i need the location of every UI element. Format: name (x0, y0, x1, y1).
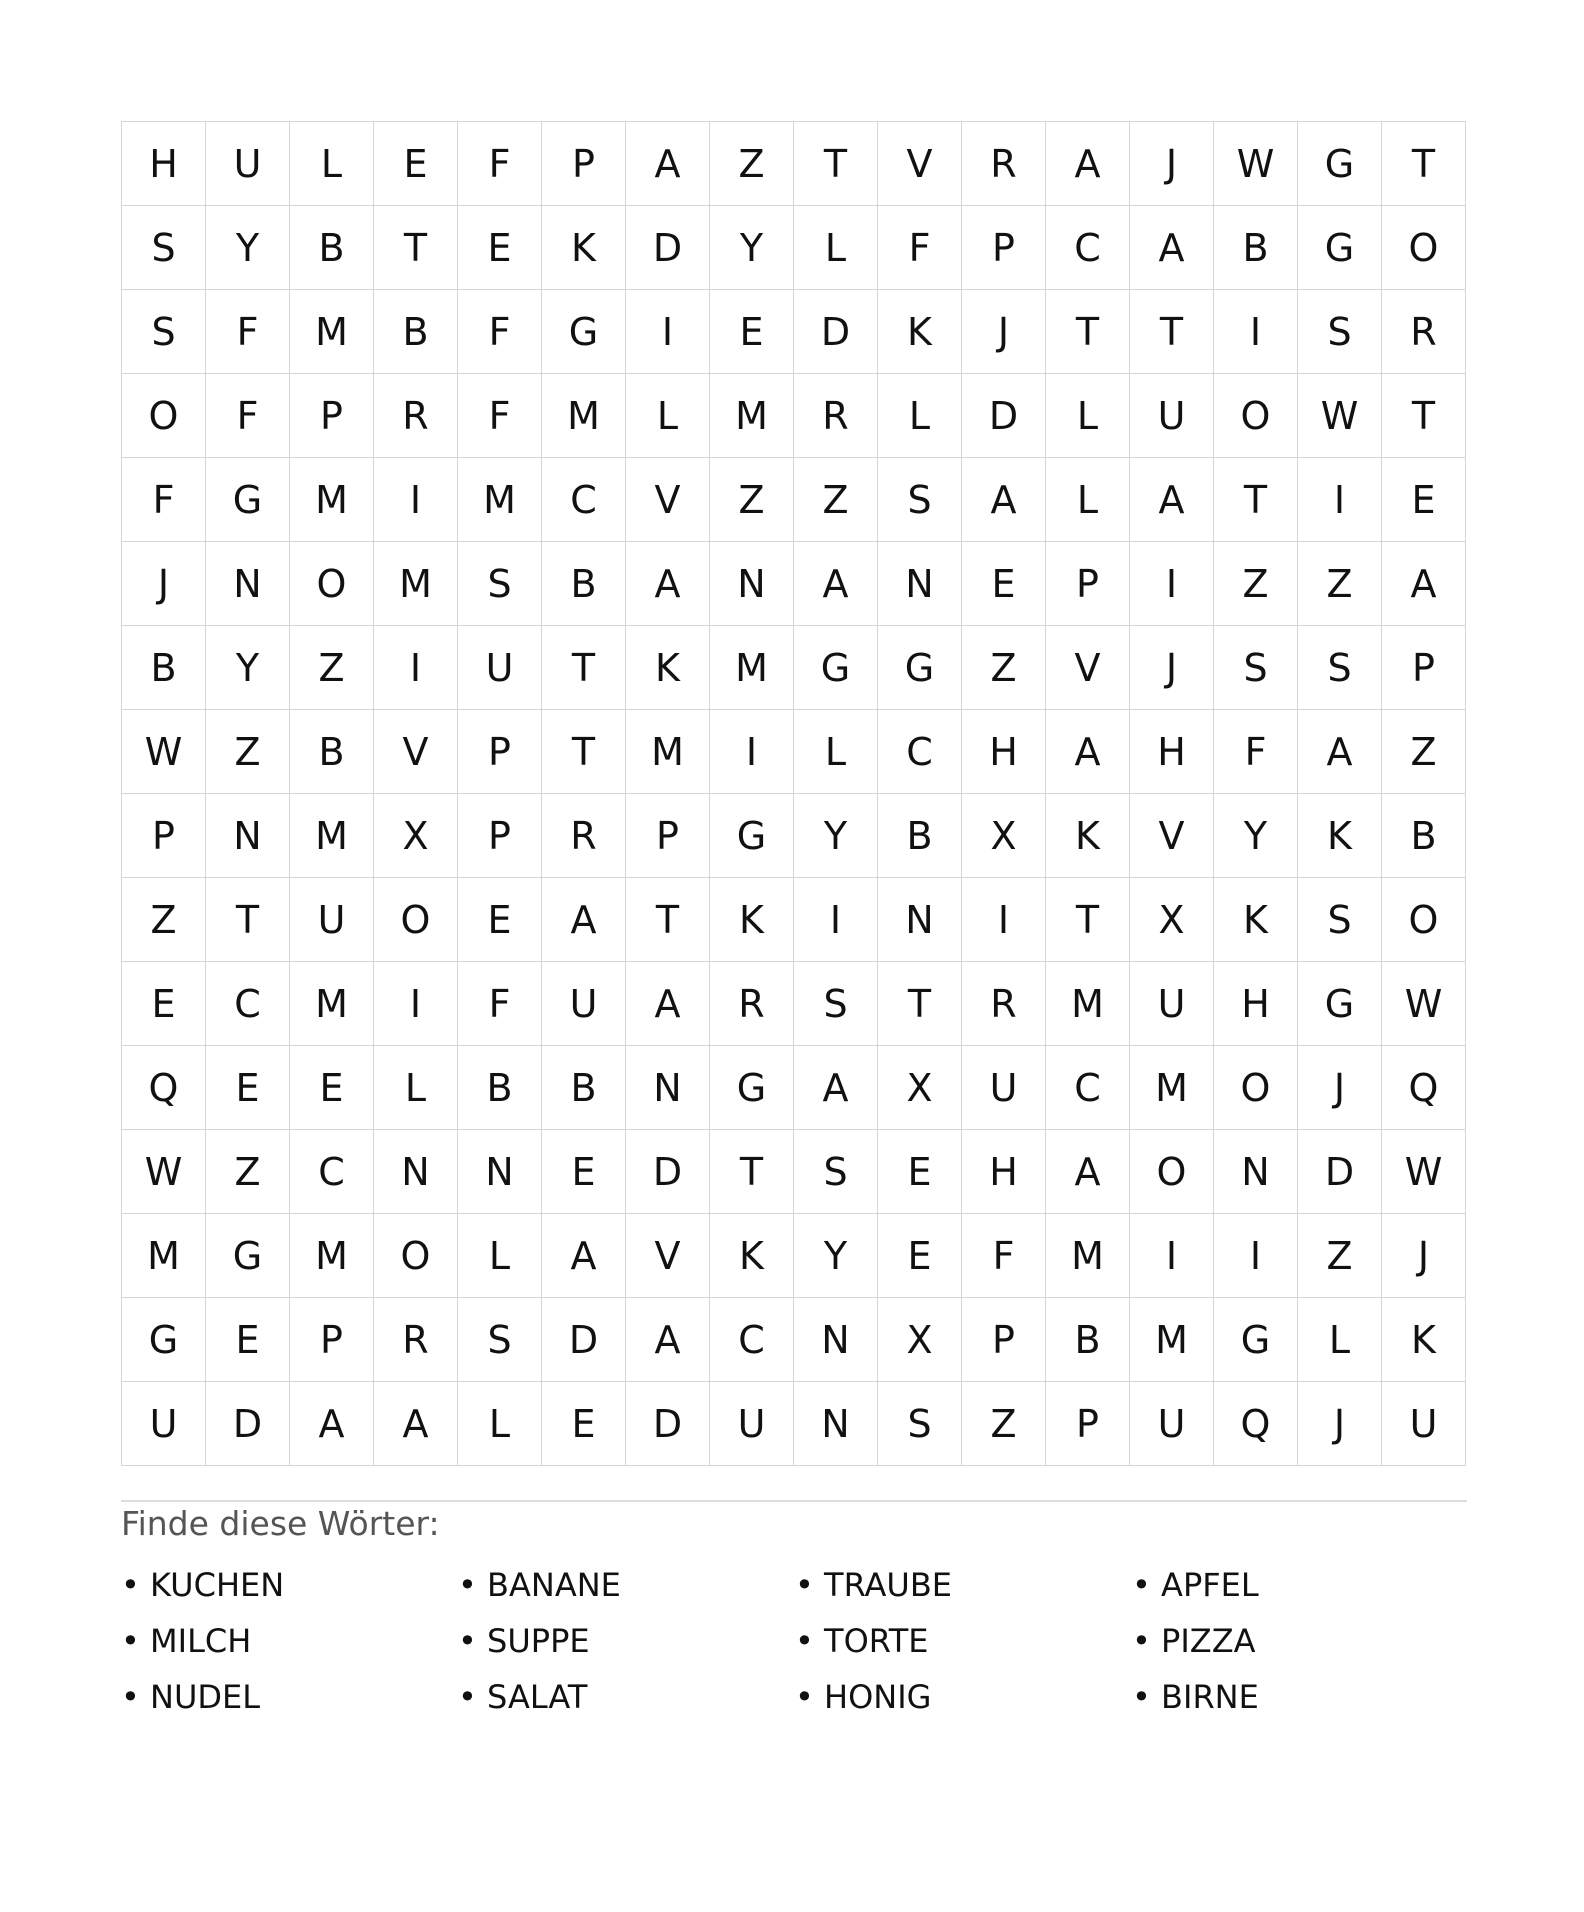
grid-cell[interactable]: D (542, 1298, 626, 1382)
grid-cell[interactable]: N (794, 1382, 878, 1466)
grid-cell[interactable]: T (878, 962, 962, 1046)
grid-cell[interactable]: J (1382, 1214, 1466, 1298)
grid-cell[interactable]: J (1298, 1382, 1382, 1466)
grid-cell[interactable]: S (122, 206, 206, 290)
bullet-icon: • (795, 1678, 814, 1716)
grid-cell[interactable]: M (290, 1214, 374, 1298)
grid-cell[interactable]: Z (1298, 542, 1382, 626)
grid-cell[interactable]: D (206, 1382, 290, 1466)
grid-cell[interactable]: P (1046, 1382, 1130, 1466)
grid-cell[interactable]: G (542, 290, 626, 374)
grid-cell[interactable]: H (1214, 962, 1298, 1046)
grid-cell[interactable]: N (794, 1298, 878, 1382)
grid-cell[interactable]: S (878, 1382, 962, 1466)
grid-cell[interactable]: T (206, 878, 290, 962)
grid-cell[interactable]: L (374, 1046, 458, 1130)
bullet-icon: • (795, 1622, 814, 1660)
grid-cell[interactable]: F (122, 458, 206, 542)
grid-cell[interactable]: P (626, 794, 710, 878)
grid-cell[interactable]: T (1214, 458, 1298, 542)
grid-cell[interactable]: P (1046, 542, 1130, 626)
grid-cell[interactable]: A (1382, 542, 1466, 626)
grid-cell[interactable]: G (1214, 1298, 1298, 1382)
grid-cell[interactable]: D (626, 1130, 710, 1214)
word-label: MILCH (150, 1622, 252, 1660)
grid-cell[interactable]: B (458, 1046, 542, 1130)
grid-cell[interactable]: V (1130, 794, 1214, 878)
grid-cell[interactable]: A (1298, 710, 1382, 794)
grid-cell[interactable]: E (878, 1130, 962, 1214)
grid-cell[interactable]: T (542, 626, 626, 710)
grid-cell[interactable]: T (1046, 290, 1130, 374)
word-label: HONIG (824, 1678, 932, 1716)
grid-cell[interactable]: I (1130, 542, 1214, 626)
grid-cell[interactable]: B (290, 710, 374, 794)
grid-cell[interactable]: K (878, 290, 962, 374)
grid-cell[interactable]: U (290, 878, 374, 962)
grid-cell[interactable]: I (962, 878, 1046, 962)
grid-cell[interactable]: Z (1214, 542, 1298, 626)
grid-cell[interactable]: B (878, 794, 962, 878)
grid-cell[interactable]: Z (962, 626, 1046, 710)
word-label: TRAUBE (824, 1566, 953, 1604)
bullet-icon: • (121, 1622, 140, 1660)
grid-cell[interactable]: U (206, 122, 290, 206)
grid-cell[interactable]: O (290, 542, 374, 626)
grid-cell[interactable]: Y (1214, 794, 1298, 878)
grid-cell[interactable]: P (542, 122, 626, 206)
grid-cell[interactable]: F (458, 962, 542, 1046)
word-list-item (458, 1678, 795, 1734)
grid-cell[interactable]: N (206, 794, 290, 878)
word-label: SUPPE (487, 1622, 590, 1660)
grid-cell[interactable]: F (458, 122, 542, 206)
grid-cell[interactable]: W (122, 1130, 206, 1214)
grid-cell[interactable]: C (290, 1130, 374, 1214)
grid-cell[interactable]: P (962, 1298, 1046, 1382)
grid-cell[interactable]: C (710, 1298, 794, 1382)
grid-cell[interactable]: I (1214, 1214, 1298, 1298)
grid-cell[interactable]: J (122, 542, 206, 626)
grid-cell[interactable]: M (290, 962, 374, 1046)
grid-cell[interactable]: Z (1298, 1214, 1382, 1298)
grid-cell[interactable]: D (962, 374, 1046, 458)
grid-cell[interactable]: C (542, 458, 626, 542)
grid-cell[interactable]: E (206, 1046, 290, 1130)
grid-cell[interactable]: M (290, 458, 374, 542)
word-label: BANANE (487, 1566, 621, 1604)
grid-cell[interactable]: I (1130, 1214, 1214, 1298)
grid-cell[interactable]: I (1214, 290, 1298, 374)
grid-cell[interactable]: R (374, 1298, 458, 1382)
grid-cell[interactable]: I (374, 626, 458, 710)
grid-cell[interactable]: E (374, 122, 458, 206)
grid-cell[interactable]: Q (1214, 1382, 1298, 1466)
grid-cell[interactable]: B (290, 206, 374, 290)
grid-cell[interactable]: L (1046, 458, 1130, 542)
grid-cell[interactable]: S (794, 962, 878, 1046)
grid-cell[interactable]: C (1046, 206, 1130, 290)
grid-cell[interactable]: E (542, 1130, 626, 1214)
grid-cell[interactable]: A (542, 1214, 626, 1298)
grid-cell[interactable]: G (710, 1046, 794, 1130)
grid-cell[interactable]: D (1298, 1130, 1382, 1214)
bullet-icon: • (1132, 1678, 1151, 1716)
grid-cell[interactable]: L (458, 1214, 542, 1298)
word-list-item (1132, 1678, 1469, 1734)
grid-cell[interactable]: R (542, 794, 626, 878)
grid-cell[interactable]: V (878, 122, 962, 206)
grid-cell[interactable]: N (626, 1046, 710, 1130)
grid-cell[interactable]: Z (794, 458, 878, 542)
grid-cell[interactable]: O (122, 374, 206, 458)
grid-cell[interactable]: N (206, 542, 290, 626)
grid-cell[interactable]: Z (206, 710, 290, 794)
grid-cell[interactable]: R (374, 374, 458, 458)
word-list-item (121, 1622, 458, 1678)
grid-cell[interactable]: T (1046, 878, 1130, 962)
grid-cell[interactable]: P (458, 794, 542, 878)
grid-cell[interactable]: X (1130, 878, 1214, 962)
grid-cell[interactable]: H (962, 710, 1046, 794)
grid-cell[interactable]: F (1214, 710, 1298, 794)
grid-cell[interactable]: J (1298, 1046, 1382, 1130)
grid-cell[interactable]: Y (206, 206, 290, 290)
grid-cell[interactable]: I (374, 962, 458, 1046)
grid-cell[interactable]: B (1214, 206, 1298, 290)
grid-cell[interactable]: B (1046, 1298, 1130, 1382)
grid-cell[interactable]: J (962, 290, 1046, 374)
grid-cell[interactable]: A (794, 1046, 878, 1130)
grid-cell[interactable]: F (206, 374, 290, 458)
word-list (121, 1566, 1467, 1734)
bullet-icon: • (458, 1678, 477, 1716)
grid-cell[interactable]: G (206, 1214, 290, 1298)
grid-cell[interactable]: E (878, 1214, 962, 1298)
grid-cell[interactable]: T (1130, 290, 1214, 374)
word-label: NUDEL (150, 1678, 261, 1716)
word-list-item (1132, 1566, 1469, 1622)
grid-cell[interactable]: M (710, 626, 794, 710)
grid-cell[interactable]: T (626, 878, 710, 962)
word-list-item (795, 1622, 1132, 1678)
grid-cell[interactable]: A (962, 458, 1046, 542)
word-label: APFEL (1161, 1566, 1259, 1604)
grid-cell[interactable]: A (794, 542, 878, 626)
grid-cell[interactable]: R (794, 374, 878, 458)
grid-cell[interactable]: Y (710, 206, 794, 290)
grid-cell[interactable]: G (1298, 206, 1382, 290)
word-list-item (795, 1566, 1132, 1622)
grid-cell[interactable]: V (626, 458, 710, 542)
word-label: PIZZA (1161, 1622, 1256, 1660)
grid-cell[interactable]: E (458, 878, 542, 962)
grid-cell[interactable]: T (374, 206, 458, 290)
grid-cell[interactable]: U (1130, 1382, 1214, 1466)
word-list-item (458, 1566, 795, 1622)
grid-cell[interactable]: E (206, 1298, 290, 1382)
grid-cell[interactable]: S (122, 290, 206, 374)
grid-cell[interactable]: T (794, 122, 878, 206)
grid-cell[interactable]: E (542, 1382, 626, 1466)
grid-cell[interactable]: L (1298, 1298, 1382, 1382)
grid-cell[interactable]: U (710, 1382, 794, 1466)
grid-cell[interactable]: O (1382, 878, 1466, 962)
grid-cell[interactable]: N (458, 1130, 542, 1214)
grid-cell[interactable]: Y (794, 794, 878, 878)
grid-cell[interactable]: X (878, 1046, 962, 1130)
grid-cell[interactable]: L (626, 374, 710, 458)
letter-grid (121, 121, 1466, 1466)
grid-cell[interactable]: K (1298, 794, 1382, 878)
grid-cell[interactable]: N (878, 878, 962, 962)
grid-cell[interactable]: A (1046, 122, 1130, 206)
grid-cell[interactable]: H (962, 1130, 1046, 1214)
grid-cell[interactable]: L (1046, 374, 1130, 458)
grid-cell[interactable]: X (962, 794, 1046, 878)
grid-cell[interactable]: E (290, 1046, 374, 1130)
grid-cell[interactable]: H (1130, 710, 1214, 794)
grid-cell[interactable]: A (374, 1382, 458, 1466)
grid-cell[interactable]: R (1382, 290, 1466, 374)
grid-cell[interactable]: H (122, 122, 206, 206)
grid-cell[interactable]: I (794, 878, 878, 962)
grid-cell[interactable]: S (1298, 878, 1382, 962)
grid-cell[interactable]: I (626, 290, 710, 374)
word-label: BIRNE (1161, 1678, 1259, 1716)
grid-cell[interactable]: Y (794, 1214, 878, 1298)
grid-cell[interactable]: I (710, 710, 794, 794)
grid-cell[interactable]: K (710, 1214, 794, 1298)
grid-cell[interactable]: F (206, 290, 290, 374)
grid-cell[interactable]: A (626, 542, 710, 626)
grid-cell[interactable]: R (710, 962, 794, 1046)
grid-cell[interactable]: Z (710, 122, 794, 206)
bullet-icon: • (795, 1566, 814, 1604)
grid-cell[interactable]: A (626, 122, 710, 206)
grid-cell[interactable]: M (1130, 1046, 1214, 1130)
grid-cell[interactable]: W (1382, 1130, 1466, 1214)
grid-cell[interactable]: W (1298, 374, 1382, 458)
grid-cell[interactable]: P (290, 374, 374, 458)
grid-cell[interactable]: B (122, 626, 206, 710)
grid-cell[interactable]: K (1214, 878, 1298, 962)
grid-cell[interactable]: B (542, 542, 626, 626)
grid-cell[interactable]: A (1046, 1130, 1130, 1214)
word-list-item (458, 1622, 795, 1678)
word-label: TORTE (824, 1622, 929, 1660)
grid-cell[interactable]: A (290, 1382, 374, 1466)
grid-cell[interactable]: C (206, 962, 290, 1046)
grid-cell[interactable]: S (458, 542, 542, 626)
grid-cell[interactable]: Z (206, 1130, 290, 1214)
grid-cell[interactable]: U (122, 1382, 206, 1466)
grid-cell[interactable]: D (626, 1382, 710, 1466)
grid-cell[interactable]: M (626, 710, 710, 794)
bullet-icon: • (458, 1566, 477, 1604)
grid-cell[interactable]: E (1382, 458, 1466, 542)
grid-cell[interactable]: S (878, 458, 962, 542)
grid-cell[interactable]: U (962, 1046, 1046, 1130)
grid-cell[interactable]: V (1046, 626, 1130, 710)
grid-cell[interactable]: W (1382, 962, 1466, 1046)
grid-cell[interactable]: I (1298, 458, 1382, 542)
grid-cell[interactable]: X (878, 1298, 962, 1382)
grid-cell[interactable]: O (1382, 206, 1466, 290)
grid-cell[interactable]: D (626, 206, 710, 290)
grid-cell[interactable]: T (710, 1130, 794, 1214)
grid-cell[interactable]: M (1130, 1298, 1214, 1382)
grid-cell[interactable]: O (374, 878, 458, 962)
grid-cell[interactable]: N (374, 1130, 458, 1214)
grid-cell[interactable]: S (1298, 626, 1382, 710)
divider (121, 1500, 1467, 1502)
grid-cell[interactable]: F (878, 206, 962, 290)
grid-cell[interactable]: S (1214, 626, 1298, 710)
grid-cell[interactable]: E (458, 206, 542, 290)
grid-cell[interactable]: B (542, 1046, 626, 1130)
grid-cell[interactable]: A (626, 1298, 710, 1382)
word-list-heading: Finde diese Wörter: (121, 1504, 440, 1543)
grid-cell[interactable]: S (458, 1298, 542, 1382)
bullet-icon: • (121, 1678, 140, 1716)
grid-cell[interactable]: V (626, 1214, 710, 1298)
grid-cell[interactable]: F (458, 290, 542, 374)
grid-cell[interactable]: G (878, 626, 962, 710)
grid-cell[interactable]: Z (962, 1382, 1046, 1466)
grid-cell[interactable]: B (1382, 794, 1466, 878)
grid-cell[interactable]: I (374, 458, 458, 542)
grid-cell[interactable]: U (1130, 962, 1214, 1046)
grid-cell[interactable]: W (1214, 122, 1298, 206)
grid-cell[interactable]: E (710, 290, 794, 374)
bullet-icon: • (121, 1566, 140, 1604)
grid-cell[interactable]: A (542, 878, 626, 962)
grid-cell[interactable]: W (122, 710, 206, 794)
grid-cell[interactable]: G (710, 794, 794, 878)
grid-cell[interactable]: A (1046, 710, 1130, 794)
grid-cell[interactable]: M (1046, 962, 1130, 1046)
grid-cell[interactable]: M (290, 794, 374, 878)
grid-cell[interactable]: G (206, 458, 290, 542)
grid-cell[interactable]: B (374, 290, 458, 374)
grid-cell[interactable]: M (1046, 1214, 1130, 1298)
grid-cell[interactable]: Z (290, 626, 374, 710)
grid-cell[interactable]: Y (206, 626, 290, 710)
grid-cell[interactable]: S (1298, 290, 1382, 374)
grid-cell[interactable]: O (1214, 1046, 1298, 1130)
word-list-item (121, 1678, 458, 1734)
grid-cell[interactable]: F (458, 374, 542, 458)
grid-cell[interactable]: N (1214, 1130, 1298, 1214)
grid-cell[interactable]: F (962, 1214, 1046, 1298)
grid-cell[interactable]: J (1130, 122, 1214, 206)
grid-cell[interactable]: A (1130, 206, 1214, 290)
grid-cell[interactable]: G (794, 626, 878, 710)
grid-cell[interactable]: P (122, 794, 206, 878)
grid-cell[interactable]: P (962, 206, 1046, 290)
grid-cell[interactable]: Z (1382, 710, 1466, 794)
grid-cell[interactable]: C (878, 710, 962, 794)
grid-cell[interactable]: K (542, 206, 626, 290)
bullet-icon: • (458, 1622, 477, 1660)
grid-cell[interactable]: U (1130, 374, 1214, 458)
grid-cell[interactable]: N (710, 542, 794, 626)
grid-cell[interactable]: K (626, 626, 710, 710)
grid-cell[interactable]: M (374, 542, 458, 626)
grid-cell[interactable]: L (290, 122, 374, 206)
word-list-item (1132, 1622, 1469, 1678)
grid-cell[interactable]: M (542, 374, 626, 458)
grid-cell[interactable]: L (794, 710, 878, 794)
grid-cell[interactable]: D (794, 290, 878, 374)
grid-cell[interactable]: X (374, 794, 458, 878)
grid-cell[interactable]: T (542, 710, 626, 794)
grid-cell[interactable]: L (794, 206, 878, 290)
grid-cell[interactable]: U (542, 962, 626, 1046)
grid-cell[interactable]: O (1130, 1130, 1214, 1214)
word-list-item (795, 1678, 1132, 1734)
grid-cell[interactable]: O (1214, 374, 1298, 458)
grid-cell[interactable]: S (794, 1130, 878, 1214)
grid-cell[interactable]: A (626, 962, 710, 1046)
grid-cell[interactable]: E (122, 962, 206, 1046)
grid-cell[interactable]: P (290, 1298, 374, 1382)
grid-cell[interactable]: N (878, 542, 962, 626)
grid-cell[interactable]: M (710, 374, 794, 458)
grid-cell[interactable]: M (122, 1214, 206, 1298)
grid-cell[interactable]: P (458, 710, 542, 794)
grid-cell[interactable]: J (1130, 626, 1214, 710)
grid-cell[interactable]: G (1298, 962, 1382, 1046)
word-label: SALAT (487, 1678, 588, 1716)
grid-cell[interactable]: M (290, 290, 374, 374)
grid-cell[interactable]: E (962, 542, 1046, 626)
grid-cell[interactable]: L (878, 374, 962, 458)
grid-cell[interactable]: R (962, 122, 1046, 206)
grid-cell[interactable]: K (1046, 794, 1130, 878)
grid-cell[interactable]: R (962, 962, 1046, 1046)
grid-cell[interactable]: A (1130, 458, 1214, 542)
grid-cell[interactable]: U (1382, 1382, 1466, 1466)
grid-cell[interactable]: G (1298, 122, 1382, 206)
grid-cell[interactable]: K (710, 878, 794, 962)
word-label: KUCHEN (150, 1566, 285, 1604)
grid-cell[interactable]: U (458, 626, 542, 710)
grid-cell[interactable]: Z (710, 458, 794, 542)
word-list-item (121, 1566, 458, 1622)
grid-cell[interactable]: Q (122, 1046, 206, 1130)
grid-cell[interactable]: P (1382, 626, 1466, 710)
bullet-icon: • (1132, 1622, 1151, 1660)
grid-cell[interactable]: G (122, 1298, 206, 1382)
grid-cell[interactable]: V (374, 710, 458, 794)
grid-cell[interactable]: O (374, 1214, 458, 1298)
grid-cell[interactable]: T (1382, 122, 1466, 206)
grid-cell[interactable]: C (1046, 1046, 1130, 1130)
grid-cell[interactable]: L (458, 1382, 542, 1466)
bullet-icon: • (1132, 1566, 1151, 1604)
grid-cell[interactable]: K (1382, 1298, 1466, 1382)
grid-cell[interactable]: Z (122, 878, 206, 962)
grid-cell[interactable]: Q (1382, 1046, 1466, 1130)
grid-cell[interactable]: M (458, 458, 542, 542)
grid-cell[interactable]: T (1382, 374, 1466, 458)
